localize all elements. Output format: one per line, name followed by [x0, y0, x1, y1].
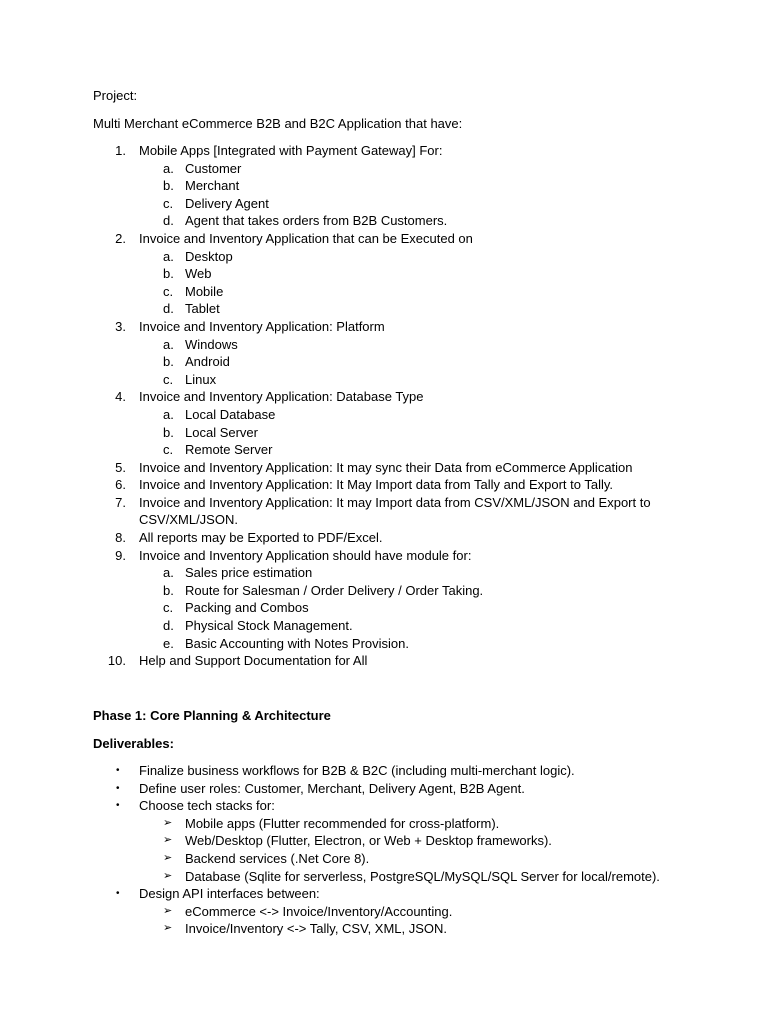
list-item-text: Agent that takes orders from B2B Customers.	[185, 213, 448, 229]
list-marker: b.	[163, 582, 174, 598]
requirement-subitem	[0, 635, 768, 653]
list-marker: c.	[163, 371, 174, 387]
deliverable-subitem	[0, 832, 768, 850]
list-marker: b.	[163, 178, 174, 194]
list-marker: 10.	[107, 653, 126, 669]
requirement-item	[0, 230, 768, 248]
deliverables-label: Deliverables:	[93, 736, 174, 751]
requirement-item	[0, 142, 768, 160]
list-marker: c.	[163, 600, 174, 616]
list-item-text: Mobile	[185, 283, 224, 299]
list-item-text: Android	[185, 354, 230, 370]
list-marker: 5.	[115, 459, 126, 475]
list-marker: a.	[163, 565, 174, 581]
list-item-text: eCommerce <-> Invoice/Inventory/Accounting.	[185, 903, 453, 919]
deliverables-list	[0, 762, 768, 938]
list-item-text: Mobile Apps [Integrated with Payment Gateway] For:	[139, 143, 443, 158]
list-marker: ➢	[163, 816, 173, 829]
list-item-text: Invoice and Inventory Application: It may sync their Data from eCommerce Application	[139, 459, 633, 475]
list-marker: ➢	[163, 851, 173, 864]
requirement-item	[0, 529, 768, 547]
list-marker: d.	[163, 213, 174, 229]
list-item-text: Choose tech stacks for:	[139, 798, 275, 814]
list-item-text: Invoice and Inventory Application: It May Import data from Tally and Export to Tally.	[139, 477, 614, 493]
list-marker: 3.	[115, 318, 126, 334]
list-marker: a.	[163, 160, 174, 176]
requirement-subitem	[0, 582, 768, 600]
list-item-text: Web	[185, 266, 212, 282]
requirement-item	[0, 388, 768, 406]
list-marker: b.	[163, 266, 174, 282]
list-marker: b.	[163, 424, 174, 440]
list-item-text: Delivery Agent	[185, 195, 269, 211]
requirement-subitem	[0, 353, 768, 371]
phase-title: Phase 1: Core Planning & Architecture	[93, 708, 331, 723]
deliverable-subitem	[0, 903, 768, 921]
requirement-item	[0, 652, 768, 670]
requirement-item-continuation	[0, 511, 768, 529]
deliverable-subitem	[0, 850, 768, 868]
list-item-text: Design API interfaces between:	[139, 886, 320, 902]
requirement-subitem	[0, 406, 768, 424]
list-item-text: Tablet	[185, 301, 220, 317]
requirement-subitem	[0, 248, 768, 266]
requirement-subitem	[0, 283, 768, 301]
list-marker: •	[116, 765, 120, 776]
list-item-text: Invoice and Inventory Application should have module for:	[139, 547, 472, 563]
list-item-text: Finalize business workflows for B2B & B2C (including multi-merchant logic).	[139, 763, 575, 778]
requirement-subitem	[0, 160, 768, 178]
list-item-text: Desktop	[185, 248, 233, 264]
project-intro: Multi Merchant eCommerce B2B and B2C Application that have:	[93, 116, 463, 131]
list-item-text: Packing and Combos	[185, 600, 309, 616]
list-item-text: Remote Server	[185, 442, 273, 458]
list-item-text: Invoice/Inventory <-> Tally, CSV, XML, JSON.	[185, 921, 448, 937]
list-marker: 8.	[115, 530, 126, 546]
list-marker: d.	[163, 618, 174, 634]
list-item-text: CSV/XML/JSON.	[139, 512, 238, 528]
list-marker: 9.	[115, 547, 126, 563]
requirement-subitem	[0, 195, 768, 213]
list-item-text: All reports may be Exported to PDF/Excel.	[139, 530, 383, 546]
requirement-subitem	[0, 564, 768, 582]
list-item-text: Physical Stock Management.	[185, 618, 353, 634]
list-item-text: Windows	[185, 336, 238, 352]
list-marker: •	[116, 800, 120, 812]
list-item-text: Invoice and Inventory Application that can be Executed on	[139, 230, 473, 246]
list-marker: b.	[163, 354, 174, 370]
list-item-text: Linux	[185, 371, 217, 387]
list-item-text: Merchant	[185, 178, 240, 194]
list-marker: c.	[163, 283, 174, 299]
list-marker: e.	[163, 635, 174, 651]
requirement-subitem	[0, 599, 768, 617]
list-item-text: Invoice and Inventory Application: Platform	[139, 318, 385, 334]
list-item-text: Local Database	[185, 406, 276, 422]
requirement-subitem	[0, 265, 768, 283]
list-marker: a.	[163, 336, 174, 352]
requirement-item	[0, 318, 768, 336]
requirement-subitem	[0, 336, 768, 354]
list-item-text: Database (Sqlite for serverless, PostgreSQL/MySQL/SQL Server for local/remote).	[185, 868, 660, 884]
list-item-text: Sales price estimation	[185, 565, 313, 581]
list-marker: ➢	[163, 922, 173, 935]
requirement-subitem	[0, 177, 768, 195]
deliverable-item	[0, 797, 768, 815]
list-marker: d.	[163, 301, 174, 317]
list-item-text: Define user roles: Customer, Merchant, Delivery Agent, B2B Agent.	[139, 780, 525, 796]
list-marker: •	[116, 782, 120, 794]
requirement-subitem	[0, 300, 768, 318]
requirement-subitem	[0, 212, 768, 230]
project-label: Project:	[93, 88, 138, 103]
list-marker: c.	[163, 195, 174, 211]
list-item-text: Route for Salesman / Order Delivery / Order Taking.	[185, 582, 484, 598]
list-marker: c.	[163, 442, 174, 458]
requirement-item	[0, 547, 768, 565]
list-marker: 7.	[115, 494, 126, 510]
deliverable-subitem	[0, 815, 768, 833]
list-marker: a.	[163, 248, 174, 264]
deliverable-item	[0, 780, 768, 798]
list-marker: ➢	[163, 904, 173, 917]
requirement-item	[0, 459, 768, 477]
list-marker: 2.	[115, 230, 126, 246]
list-item-text: Help and Support Documentation for All	[139, 653, 368, 669]
requirement-subitem	[0, 441, 768, 459]
list-marker: a.	[163, 406, 174, 422]
requirement-subitem	[0, 424, 768, 442]
list-marker: 4.	[115, 389, 126, 405]
list-item-text: Local Server	[185, 424, 258, 440]
list-marker: ➢	[163, 834, 173, 847]
requirement-subitem	[0, 371, 768, 389]
list-item-text: Web/Desktop (Flutter, Electron, or Web + Desktop frameworks).	[185, 833, 552, 849]
list-item-text: Customer	[185, 160, 242, 176]
requirement-item	[0, 494, 768, 512]
list-item-text: Mobile apps (Flutter recommended for cross-platform).	[185, 815, 500, 831]
list-item-text: Basic Accounting with Notes Provision.	[185, 635, 409, 651]
deliverable-subitem	[0, 868, 768, 886]
requirements-list	[0, 142, 768, 670]
deliverable-item	[0, 762, 768, 780]
list-marker: ➢	[163, 869, 173, 882]
list-marker: •	[116, 888, 120, 900]
requirement-subitem	[0, 617, 768, 635]
list-item-text: Invoice and Inventory Application: Database Type	[139, 389, 424, 405]
list-item-text: Backend services (.Net Core 8).	[185, 850, 370, 866]
deliverable-subitem	[0, 920, 768, 938]
list-item-text: Invoice and Inventory Application: It may Import data from CSV/XML/JSON and Export to	[139, 494, 651, 510]
list-marker: 1.	[115, 143, 126, 158]
list-marker: 6.	[115, 477, 126, 493]
deliverable-item	[0, 885, 768, 903]
requirement-item	[0, 476, 768, 494]
